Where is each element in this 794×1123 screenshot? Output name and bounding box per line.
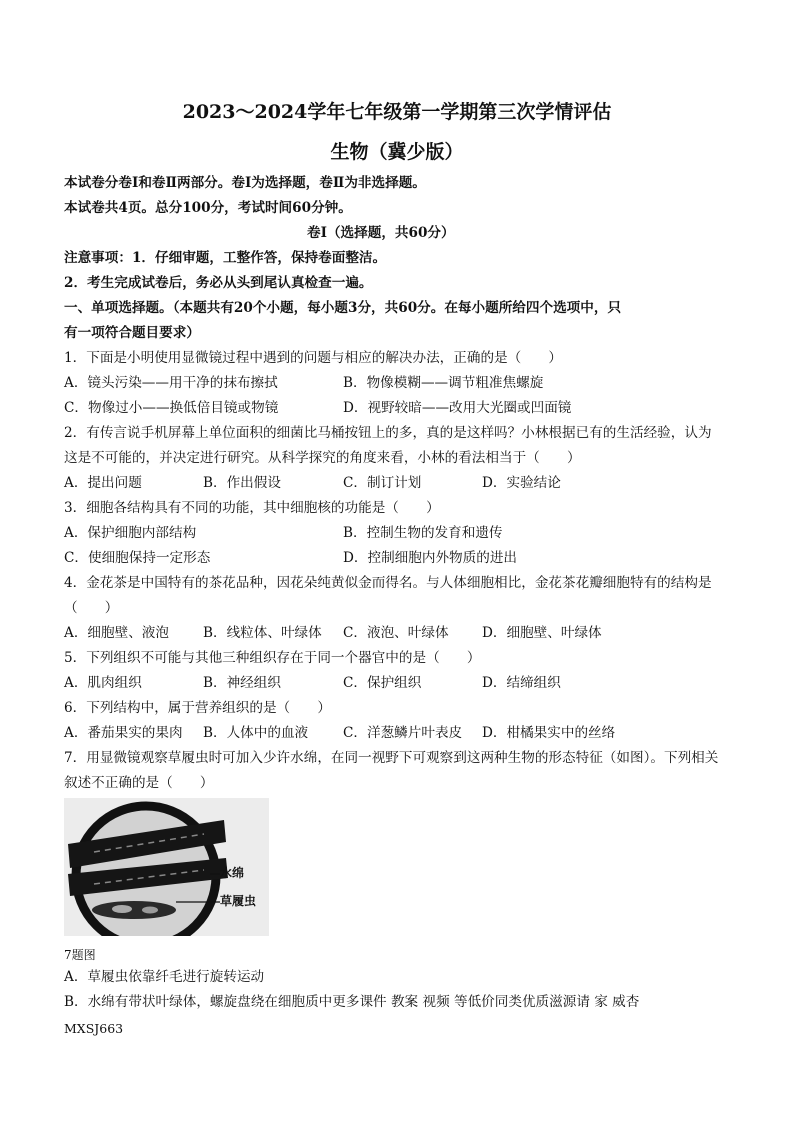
q7-option-a: A．草履虫依靠纤毛进行旋转运动 <box>64 969 265 985</box>
intro-line-1: 本试卷分卷Ⅰ和卷Ⅱ两部分。卷Ⅰ为选择题，卷Ⅱ为非选择题。 <box>64 175 426 191</box>
fig-label-paramecium: 草履虫 <box>220 894 257 908</box>
q6-option-a: A．番茄果实的果肉 <box>64 725 183 741</box>
q3-option-a: A．保护细胞内部结构 <box>64 525 197 541</box>
q5-option-c: C．保护组织 <box>343 675 422 691</box>
q2-option-d: D．实验结论 <box>482 475 561 491</box>
q7-micrograph-figure <box>64 798 269 936</box>
part1-heading-2: 有一项符合题目要求） <box>64 325 200 341</box>
fig-label-spirogyra: 水绵 <box>220 866 245 880</box>
q3-option-d: D．控制细胞内外物质的进出 <box>343 550 518 566</box>
q7-figure-caption: 7题图 <box>64 948 96 962</box>
q4-stem-1: 4．金花茶是中国特有的茶花品种，因花朵纯黄似金而得名。与人体细胞相比，金花茶花瓣细胞特有的结构是 <box>64 575 712 591</box>
q2-option-b: B．作出假设 <box>203 475 281 491</box>
exam-title: 2023～2024学年七年级第一学期第三次学情评估 <box>182 101 612 123</box>
q2-option-c: C．制订计划 <box>343 475 422 491</box>
q4-option-d: D．细胞壁、叶绿体 <box>482 625 602 641</box>
q7-stem-1: 7．用显微镜观察草履虫时可加入少许水绵，在同一视野下可观察到这两种生物的形态特征（如图）。下列相关 <box>64 750 719 766</box>
q7-stem-2: 叙述不正确的是（ ） <box>64 775 214 791</box>
q5-option-a: A．肌肉组织 <box>64 675 142 691</box>
q6-option-b: B．人体中的血液 <box>203 725 309 741</box>
q1-stem: 1．下面是小明使用显微镜过程中遇到的问题与相应的解决办法，正确的是（ ） <box>64 350 563 366</box>
q2-stem-2: 这是不可能的，并决定进行研究。从科学探究的角度来看，小林的看法相当于（ ） <box>64 450 581 466</box>
q6-stem: 6．下列结构中，属于营养组织的是（ ） <box>64 700 331 716</box>
q2-option-a: A．提出问题 <box>64 475 142 491</box>
q5-option-d: D．结缔组织 <box>482 675 561 691</box>
note-line-1: 注意事项：1．仔细审题，工整作答，保持卷面整洁。 <box>64 250 387 266</box>
q4-option-a: A．细胞壁、液泡 <box>64 625 169 641</box>
q6-option-c: C．洋葱鳞片叶表皮 <box>343 725 463 741</box>
q1-option-b: B．物像模糊——调节粗准焦螺旋 <box>343 375 544 391</box>
footer-code: MXSJ663 <box>64 1021 124 1036</box>
part1-heading-1: 一、单项选择题。（本题共有20个小题，每小题3分，共60分。在每小题所给四个选项中，只 <box>64 300 622 316</box>
q3-option-b: B．控制生物的发育和遗传 <box>343 525 503 541</box>
intro-line-2: 本试卷共4页。总分100分，考试时间60分钟。 <box>64 200 352 216</box>
q2-stem-1: 2．有传言说手机屏幕上单位面积的细菌比马桶按钮上的多，真的是这样吗？小林根据已有的生活经验，认为 <box>64 425 712 441</box>
section-title: 卷Ⅰ（选择题，共60分） <box>307 225 455 241</box>
q4-stem-2: （ ） <box>64 600 119 616</box>
q1-option-a: A．镜头污染——用干净的抹布擦拭 <box>64 375 278 391</box>
q3-stem: 3．细胞各结构具有不同的功能，其中细胞核的功能是（ ） <box>64 500 440 516</box>
q3-option-c: C．使细胞保持一定形态 <box>64 550 211 566</box>
q7-option-b: B．水绵有带状叶绿体，螺旋盘绕在细胞质中更多课件 教案 视频 等低价同类优质滋源请 家 威杏 <box>64 994 640 1010</box>
q5-stem: 5．下列组织不可能与其他三种组织存在于同一个器官中的是（ ） <box>64 650 481 666</box>
exam-subtitle: 生物（冀少版） <box>330 141 464 163</box>
q1-option-d: D．视野较暗——改用大光圈或凹面镜 <box>343 400 572 416</box>
q4-option-c: C．液泡、叶绿体 <box>343 625 449 641</box>
note-line-2: 2．考生完成试卷后，务必从头到尾认真检查一遍。 <box>64 275 373 291</box>
q1-option-c: C．物像过小——换低倍目镜或物镜 <box>64 400 279 416</box>
paramecium-shape <box>92 901 176 919</box>
q6-option-d: D．柑橘果实中的丝络 <box>482 725 616 741</box>
q5-option-b: B．神经组织 <box>203 675 281 691</box>
q4-option-b: B．线粒体、叶绿体 <box>203 625 322 641</box>
